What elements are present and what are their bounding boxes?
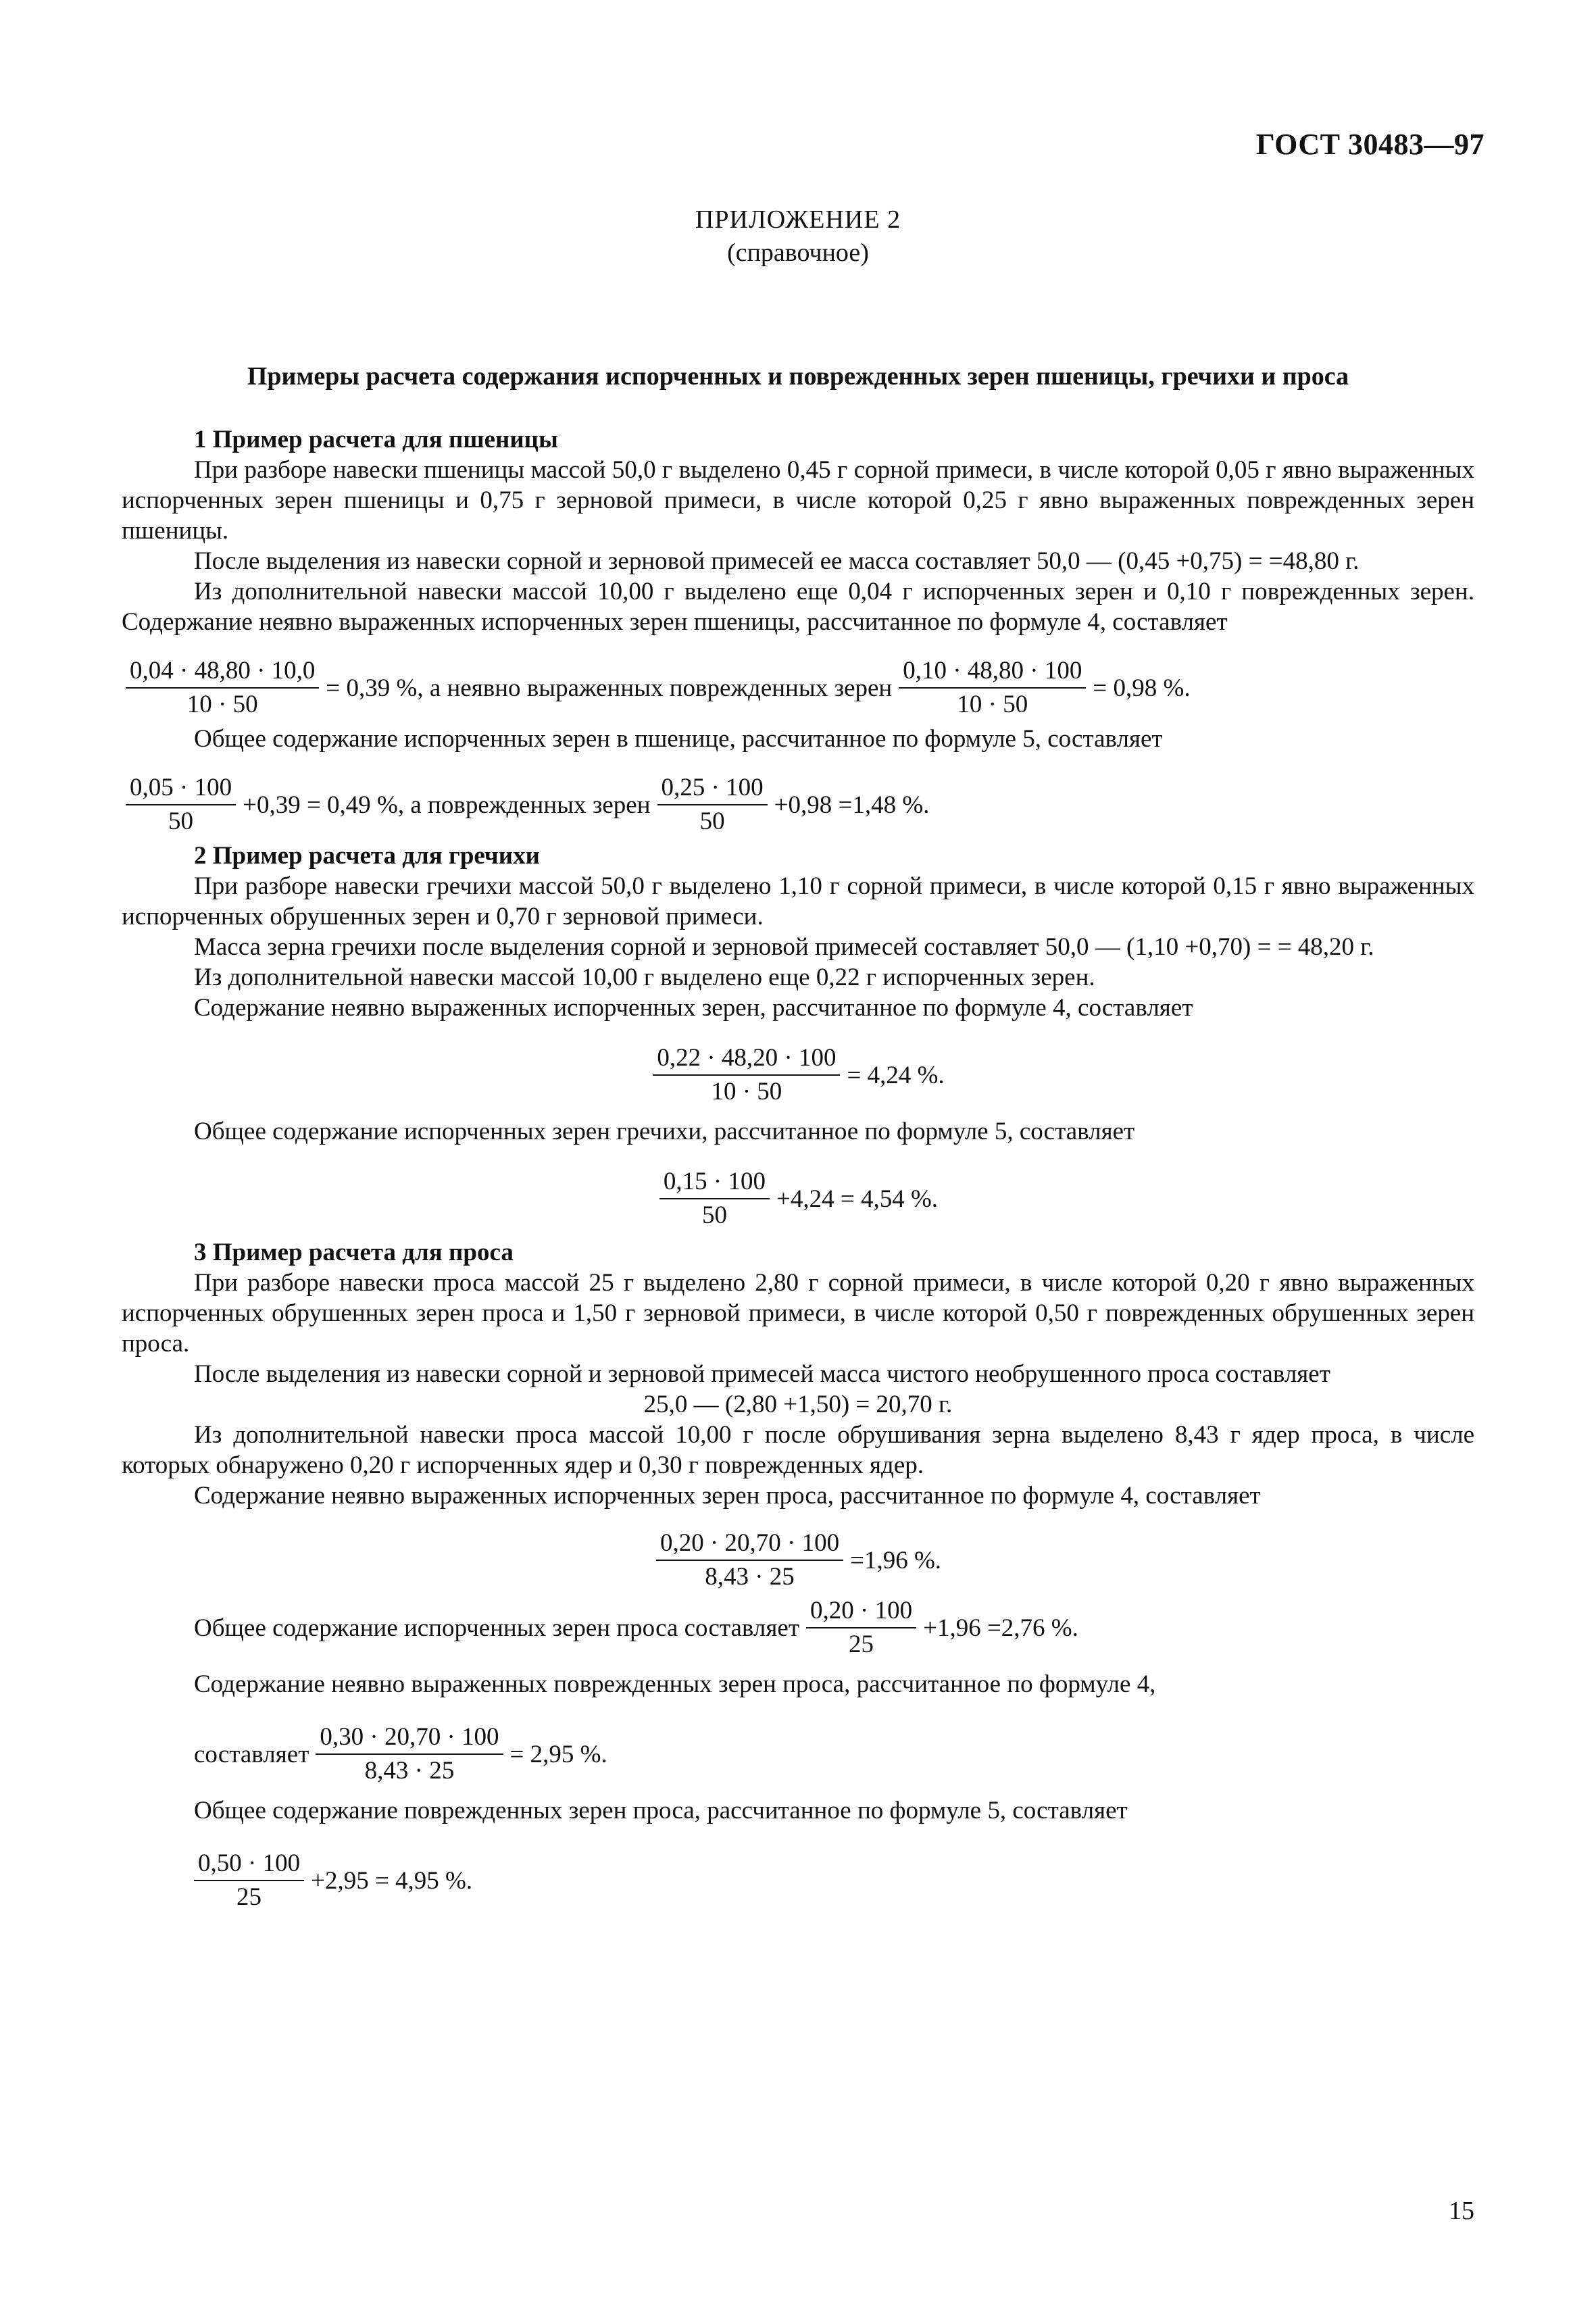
standard-number: ГОСТ 30483—97 [1255,128,1485,161]
numerator: 0,04 · 48,80 · 10,0 [126,656,319,689]
appendix-subtitle: (справочное) [727,239,869,267]
numerator: 0,20 · 100 [806,1596,916,1628]
numerator: 0,50 · 100 [194,1849,304,1881]
paragraph: После выделения из навески сорной и зерновой примесей ее масса составляет 50,0 — (0,45 +0,75) = =48,80 г. [194,547,1360,575]
numerator: 0,22 · 48,20 · 100 [653,1043,840,1076]
document-body [122,424,1474,1916]
paragraph: Из дополнительной навески массой 10,00 г выделено еще 0,22 г испорченных зерен. [194,964,1095,991]
fraction [659,1167,770,1230]
numerator: 0,10 · 48,80 · 100 [899,656,1086,689]
paragraph: Масса зерна гречихи после выделения сорной и зерновой примесей составляет 50,0 — (1,10 +0,70) = = 48,20 г. [194,933,1374,961]
formula-text: Общее содержание испорченных зерен проса составляет [194,1614,799,1642]
fraction [126,773,236,837]
section-heading-wheat: 1 Пример расчета для пшеницы [194,426,558,453]
formula-result: = 4,24 %. [847,1061,945,1089]
fraction [806,1596,916,1660]
denominator: 50 [168,807,194,835]
paragraph: Содержание неявно выраженных испорченных зерен, рассчитанное по формуле 4, составляет [194,994,1193,1022]
denominator: 10 · 50 [957,691,1028,718]
formula-result: = 0,98 %. [1093,674,1191,702]
paragraph: Содержание неявно выраженных поврежденных зерен проса, рассчитанное по формуле 4, [194,1670,1156,1698]
page-title: Примеры расчета содержания испорченных и поврежденных зерен пшеницы, гречихи и проса [247,362,1349,391]
fraction [126,656,319,720]
formula-result: = 2,95 %. [509,1740,607,1768]
numerator: 0,25 · 100 [657,773,768,805]
fraction [316,1722,503,1786]
fraction [656,1528,843,1592]
formula-result: +2,95 = 4,95 %. [311,1866,473,1895]
formula-result: +1,96 =2,76 %. [923,1614,1078,1642]
paragraph: При разборе навески пшеницы массой 50,0 г выделено 0,45 г сорной примеси, в числе которой 0,05 г явно выраженных испорченных зерен пшеницы и 0,75 г зерновой примеси, в числе которой 0,25 г явно выраженных поврежденных зерен пшеницы. [122,456,1474,545]
denominator: 10 · 50 [186,691,258,718]
formula [122,1043,1474,1107]
page-number: 15 [1449,2197,1474,2225]
section-heading-buckwheat: 2 Пример расчета для гречихи [194,842,540,870]
paragraph: Общее содержание испорченных зерен в пшенице, рассчитанное по формуле 5, составляет [194,725,1163,753]
fraction [657,773,768,837]
fraction [653,1043,840,1107]
numerator: 0,20 · 20,70 · 100 [656,1528,843,1561]
paragraph: При разборе навески проса массой 25 г выделено 2,80 г сорной примеси, в числе которой 0,20 г явно выраженных испорченных обрушенных зерен проса и 1,50 г зерновой примеси, в числе которой 0,50 г поврежденных обрушенных зерен проса. [122,1269,1474,1358]
appendix-title: ПРИЛОЖЕНИЕ 2 [695,205,901,234]
formula [122,656,1474,720]
denominator: 25 [849,1631,874,1658]
formula [122,1596,1474,1660]
paragraph: Из дополнительной навески массой 10,00 г выделено еще 0,04 г испорченных зерен и 0,10 г поврежденных зерен. Содержание неявно выраженных испорченных зерен пшеницы, рассчитанное по формуле 4, составляет [122,578,1474,636]
numerator: 0,05 · 100 [126,773,236,805]
formula [122,1167,1474,1230]
paragraph: Общее содержание поврежденных зерен проса, рассчитанное по формуле 5, составляет [194,1797,1128,1824]
numerator: 0,15 · 100 [659,1167,770,1199]
section-heading-millet: 3 Пример расчета для проса [194,1239,514,1266]
denominator: 25 [236,1883,262,1911]
formula [122,1849,1474,1912]
denominator: 10 · 50 [711,1078,782,1105]
denominator: 50 [699,807,725,835]
denominator: 50 [701,1201,727,1229]
formula [122,773,1474,837]
fraction [899,656,1086,720]
formula-result: =1,96 %. [850,1546,942,1574]
paragraph: Общее содержание испорченных зерен гречихи, рассчитанное по формуле 5, составляет [194,1118,1135,1145]
formula-result: +0,98 =1,48 %. [774,791,930,819]
paragraph: Содержание неявно выраженных испорченных зерен проса, рассчитанное по формуле 4, составляет [194,1482,1261,1510]
paragraph: Из дополнительной навески проса массой 10,00 г после обрушивания зерна выделено 8,43 г ядер проса, в числе которых обнаружено 0,20 г испорченных ядер и 0,30 г поврежденных ядер. [122,1421,1474,1479]
paragraph: При разборе навески гречихи массой 50,0 г выделено 1,10 г сорной примеси, в числе которой 0,15 г явно выраженных испорченных обрушенных зерен и 0,70 г зерновой примеси. [122,872,1474,930]
denominator: 8,43 · 25 [364,1757,455,1785]
formula [122,1528,1474,1592]
formula-result: +4,24 = 4,54 %. [776,1185,939,1213]
formula-text: +0,39 = 0,49 %, а поврежденных зерен [243,791,651,819]
formula [122,1722,1474,1786]
numerator: 0,30 · 20,70 · 100 [316,1722,503,1755]
denominator: 8,43 · 25 [705,1563,795,1591]
formula-text: составляет [194,1740,309,1768]
fraction [194,1849,304,1912]
paragraph: После выделения из навески сорной и зерновой примесей масса чистого необрушенного проса составляет [194,1360,1330,1388]
equation-line: 25,0 — (2,80 +1,50) = 20,70 г. [643,1391,953,1418]
formula-text: = 0,39 %, а неявно выраженных поврежденных зерен [326,674,893,702]
